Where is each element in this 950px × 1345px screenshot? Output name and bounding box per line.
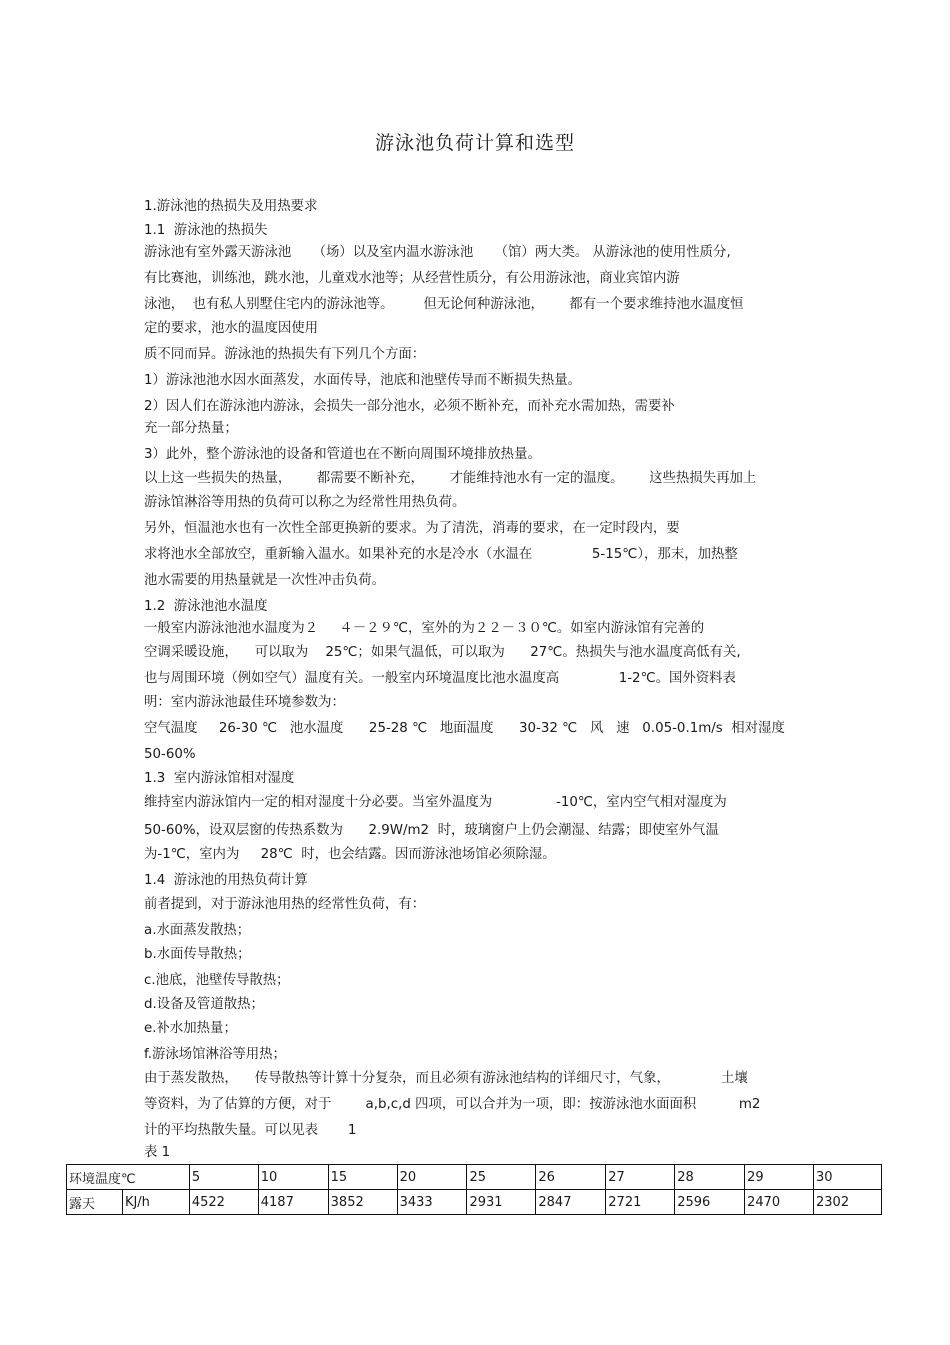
text-line: f.游泳场馆淋浴等用热； bbox=[144, 1047, 286, 1062]
table-header-cell: 5 bbox=[189, 1165, 258, 1190]
text-line: 1.3 室内游泳馆相对湿度 bbox=[144, 771, 295, 786]
table-header-cell: 20 bbox=[397, 1165, 467, 1190]
text-line: 维持室内游泳馆内一定的相对湿度十分必要。当室外温度为 -10℃，室内空气相对湿度为 bbox=[144, 795, 727, 810]
table-header-cell: 26 bbox=[536, 1165, 606, 1190]
table-row bbox=[67, 1190, 882, 1215]
table-header-row bbox=[67, 1165, 882, 1190]
text-line: 1.4 游泳池的用热负荷计算 bbox=[144, 873, 308, 888]
table-cell: 2470 bbox=[745, 1190, 814, 1215]
table-cell: 2847 bbox=[536, 1190, 606, 1215]
text-line: 3）此外，整个游泳池的设备和管道也在不断向周围环境排放热量。 bbox=[144, 447, 541, 462]
table-header-label: 环境温度℃ bbox=[67, 1165, 190, 1190]
text-line: 充一部分热量； bbox=[144, 421, 238, 436]
text-line: 1.2 游泳池池水温度 bbox=[144, 599, 268, 614]
heat-loss-table bbox=[66, 1164, 882, 1215]
table-row-label: 露天 bbox=[67, 1190, 123, 1215]
table-cell: 4522 bbox=[189, 1190, 258, 1215]
text-line: 50-60%，设双层窗的传热系数为 2.9W/m2 时，玻璃窗户上仍会潮湿、结露；即使室外气温 bbox=[144, 823, 719, 838]
text-line: 有比赛池，训练池，跳水池，儿童戏水池等；从经营性质分，有公用游泳池，商业宾馆内游 bbox=[144, 271, 680, 286]
text-line: a.水面蒸发散热； bbox=[144, 923, 251, 938]
table-row-unit: KJ/h bbox=[122, 1190, 189, 1215]
text-line: 池水需要的用热量就是一次性冲击负荷。 bbox=[144, 573, 386, 588]
table-cell: 2721 bbox=[606, 1190, 675, 1215]
page-title: 游泳池负荷计算和选型 bbox=[374, 132, 575, 154]
table-header-cell: 25 bbox=[467, 1165, 536, 1190]
table-header-cell: 28 bbox=[675, 1165, 745, 1190]
text-line: b.水面传导散热； bbox=[144, 947, 251, 962]
text-line: 游泳池有室外露天游泳池 （场）以及室内温水游泳池 （馆）两大类。 从游泳池的使用性质分, bbox=[144, 245, 731, 260]
table-header-cell: 15 bbox=[328, 1165, 397, 1190]
text-line: 空调采暖设施， 可以取为 25℃；如果气温低，可以取为 27℃。热损失与池水温度高低有关, bbox=[144, 645, 741, 660]
text-line: 一般室内游泳池池水温度为２ ４－２９℃，室外的为２２－３０℃。如室内游泳馆有完善的 bbox=[144, 621, 705, 636]
text-line: 1）游泳池池水因水面蒸发，水面传导，池底和池壁传导而不断损失热量。 bbox=[144, 373, 582, 388]
table-cell: 2596 bbox=[675, 1190, 745, 1215]
text-line: 由于蒸发散热， 传导散热等计算十分复杂，而且必须有游泳池结构的详细尺寸，气象， 土壤 bbox=[144, 1071, 748, 1086]
text-line: 为-1℃，室内为 28℃ 时，也会结露。因而游泳池场馆必须除湿。 bbox=[144, 847, 556, 862]
text-line: 空气温度 26-30 ℃ 池水温度 25-28 ℃ 地面温度 30-32 ℃ 风 速 0.05-0.1m/s 相对湿度 bbox=[144, 721, 785, 736]
text-line: c.池底，池壁传导散热； bbox=[144, 973, 290, 988]
text-line: 以上这一些损失的热量， 都需要不断补充， 才能维持池水有一定的温度。 这些热损失再加上 bbox=[144, 471, 757, 486]
text-line: 表 1 bbox=[144, 1145, 171, 1160]
text-line: 泳池， 也有私人别墅住宅内的游泳池等。 但无论何种游泳池， 都有一个要求维持池水温度恒 bbox=[144, 297, 744, 312]
table-header-cell: 10 bbox=[258, 1165, 328, 1190]
text-line: 计的平均热散失量。可以见表 1 bbox=[144, 1123, 357, 1138]
table-header-cell: 29 bbox=[745, 1165, 814, 1190]
table-header-cell: 27 bbox=[606, 1165, 675, 1190]
text-line: 另外，恒温池水也有一次性全部更换新的要求。为了清洗，消毒的要求，在一定时段内，要 bbox=[144, 521, 680, 536]
table-cell: 2931 bbox=[467, 1190, 536, 1215]
text-line: 50-60% bbox=[144, 747, 196, 762]
table-cell: 3433 bbox=[397, 1190, 467, 1215]
text-line: 质不同而异。游泳池的热损失有下列几个方面： bbox=[144, 347, 426, 362]
text-line: 2）因人们在游泳池内游泳，会损失一部分池水，必须不断补充，而补充水需加热，需要补 bbox=[144, 399, 675, 414]
text-line: 也与周围环境（例如空气）温度有关。一般室内环境温度比池水温度高 1-2℃。国外资料表 bbox=[144, 671, 736, 686]
text-line: 等资料，为了估算的方便，对于 a,b,c,d 四项，可以合并为一项，即：按游泳池水面面积 m2 bbox=[144, 1097, 761, 1112]
table-cell: 2302 bbox=[814, 1190, 882, 1215]
text-line: 前者提到，对于游泳池用热的经常性负荷，有： bbox=[144, 897, 426, 912]
text-line: 求将池水全部放空，重新输入温水。如果补充的水是冷水（水温在 5-15℃），那末，加热整 bbox=[144, 547, 738, 562]
text-line: 1.1 游泳池的热损失 bbox=[144, 223, 268, 238]
table-cell: 3852 bbox=[328, 1190, 397, 1215]
text-line: 游泳馆淋浴等用热的负荷可以称之为经常性用热负荷。 bbox=[144, 495, 466, 510]
text-line: d.设备及管道散热； bbox=[144, 997, 264, 1012]
table-cell: 4187 bbox=[258, 1190, 328, 1215]
text-line: 定的要求，池水的温度因使用 bbox=[144, 321, 319, 336]
text-line: e.补水加热量； bbox=[144, 1021, 237, 1036]
text-line: 1.游泳池的热损失及用热要求 bbox=[144, 199, 318, 214]
text-line: 明：室内游泳池最佳环境参数为： bbox=[144, 695, 345, 710]
table-header-cell: 30 bbox=[814, 1165, 882, 1190]
